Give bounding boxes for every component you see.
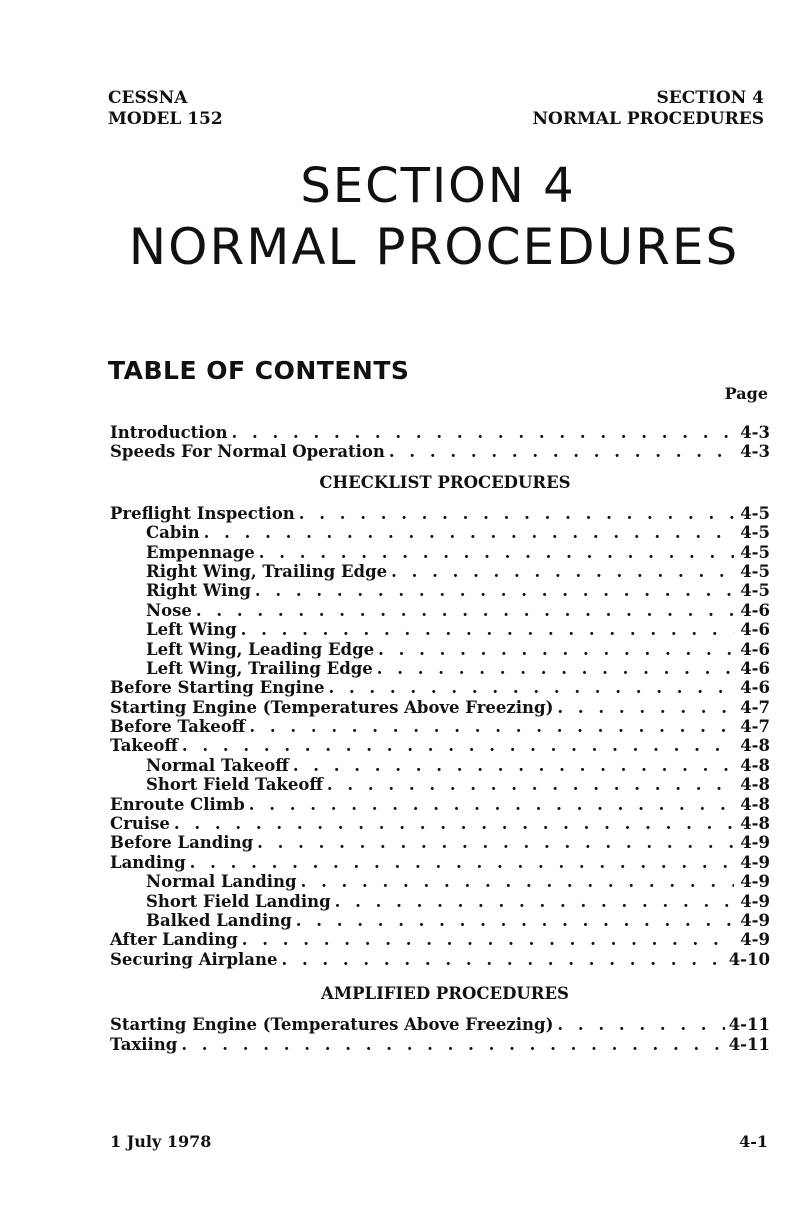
toc-entry [110,678,770,697]
toc-entry-page: 4-6 [740,600,770,620]
toc-entry [110,872,770,891]
toc-entry [110,736,770,755]
toc-entry [110,930,770,949]
checklist-procedures-heading: CHECKLIST PROCEDURES [319,472,571,492]
toc-entry-label: Introduction [110,423,228,442]
toc-entry-label: Normal Landing [146,872,297,892]
toc-entry [110,853,770,872]
toc-entry-page: 4-5 [740,561,770,581]
toc-entry-page: 4-7 [740,697,770,717]
section-title: SECTION 4 [300,158,576,214]
toc-entry [110,581,770,600]
toc-entry-label: Enroute Climb [110,794,245,814]
toc-entry [110,756,770,775]
toc-entry [110,892,770,911]
toc-entry-page: 4-5 [740,542,770,562]
running-header-right [533,88,765,130]
toc-dot-leader [378,640,734,659]
toc-entry [110,659,770,678]
toc-dot-leader [299,504,734,523]
toc-dot-leader [328,678,734,697]
toc-entry-page: 4-6 [740,658,770,678]
toc-entry [110,814,770,833]
header-section-title: NORMAL PROCEDURES [532,109,764,129]
toc-entry [110,717,770,736]
toc-entry-page: 4-8 [740,755,770,775]
toc-entry-label: Starting Engine (Temperatures Above Freezing) [110,697,554,717]
toc-entry-label: Speeds For Normal Operation [110,442,385,462]
toc-entry [110,698,770,717]
toc-dot-leader [204,523,734,542]
toc-dot-leader [557,698,734,717]
toc-entry-label: Preflight Inspection [110,503,295,523]
toc-entry-page: 4-8 [740,814,770,834]
toc-dot-leader [196,601,734,620]
toc-dot-leader [377,659,734,678]
toc-dot-leader [249,717,734,736]
toc-entry-page: 4-7 [740,717,770,737]
toc-dot-leader [241,620,734,639]
toc-checklist-list [110,504,770,969]
toc-entry-label: Right Wing, Trailing Edge [146,561,388,581]
toc-entry [110,1035,770,1054]
toc-entry-page: 4-3 [740,442,770,462]
toc-entry-label: Before Takeoff [110,717,246,737]
toc-entry-label: Left Wing [146,620,237,640]
toc-entry-page: 4-8 [740,775,770,795]
toc-entry-page: 4-11 [728,1015,770,1035]
toc-entry-page: 4-6 [740,620,770,640]
toc-entry-label: Cabin [146,523,200,543]
toc-dot-leader [174,814,734,833]
toc-entry-label: Cruise [110,814,170,834]
section-subtitle: NORMAL PROCEDURES [128,218,740,276]
toc-heading: TABLE OF CONTENTS [108,356,410,385]
toc-entry [110,442,770,461]
header-section: SECTION 4 [656,88,764,108]
toc-entry [110,911,770,930]
toc-dot-leader [249,795,734,814]
toc-entry-page: 4-6 [740,639,770,659]
toc-entry [110,775,770,794]
toc-entry-label: Left Wing, Trailing Edge [146,658,373,678]
toc-entry-page: 4-6 [740,678,770,698]
toc-dot-leader [293,756,734,775]
toc-dot-leader [327,775,734,794]
toc-dot-leader [389,442,734,461]
header-model: MODEL 152 [108,109,223,129]
toc-entry [110,543,770,562]
toc-dot-leader [232,423,734,442]
toc-entry-page: 4-3 [740,423,770,442]
toc-entry-page: 4-9 [740,833,770,853]
toc-dot-leader [242,930,734,949]
toc-entry-label: Takeoff [110,736,178,756]
toc-entry-page: 4-5 [740,523,770,543]
toc-dot-leader [182,736,734,755]
toc-entry [110,504,770,523]
toc-entry-label: Landing [110,852,186,872]
toc-entry-page: 4-9 [740,910,770,930]
toc-entry-page: 4-8 [740,736,770,756]
toc-intro-list [110,423,770,462]
toc-entry-label: Short Field Takeoff [146,775,323,795]
toc-dot-leader [259,543,734,562]
toc-entry-page: 4-5 [740,581,770,601]
toc-entry-label: After Landing [110,930,238,950]
toc-entry [110,523,770,542]
toc-dot-leader [255,581,734,600]
toc-dot-leader [181,1035,724,1054]
toc-dot-leader [296,911,734,930]
toc-dot-leader [257,833,734,852]
toc-entry-label: Empennage [146,542,255,562]
toc-entry-label: Left Wing, Leading Edge [146,639,375,659]
toc-entry [110,620,770,639]
toc-dot-leader [301,872,734,891]
toc-page-column-label: Page [724,384,768,403]
toc-dot-leader [281,950,724,969]
toc-entry [110,640,770,659]
toc-entry-label: Starting Engine (Temperatures Above Freezing) [110,1015,554,1035]
toc-entry [110,1015,770,1034]
toc-entry-label: Balked Landing [146,910,292,930]
toc-dot-leader [335,892,734,911]
toc-entry-page: 4-9 [740,930,770,950]
toc-entry [110,795,770,814]
footer-page-number: 4-1 [739,1132,768,1151]
table-of-contents [110,423,770,1054]
toc-entry-label: Nose [146,600,192,620]
toc-amplified-list [110,1015,770,1054]
toc-entry-label: Short Field Landing [146,891,331,911]
toc-entry-label: Taxiing [110,1034,178,1054]
toc-entry [110,562,770,581]
toc-entry-page: 4-10 [728,949,770,969]
toc-entry-page: 4-9 [740,872,770,892]
toc-entry-label: Normal Takeoff [146,755,289,775]
toc-entry-label: Before Starting Engine [110,678,325,698]
toc-entry-page: 4-11 [728,1034,770,1054]
toc-entry-page: 4-5 [740,503,770,523]
amplified-procedures-heading: AMPLIFIED PROCEDURES [321,984,569,1004]
toc-entry [110,833,770,852]
toc-entry [110,950,770,969]
footer-date: 1 July 1978 [110,1132,212,1151]
toc-entry [110,423,770,442]
header-manufacturer: CESSNA [108,88,188,108]
toc-entry-label: Right Wing [146,581,251,601]
toc-entry-page: 4-9 [740,891,770,911]
toc-entry-label: Before Landing [110,833,254,853]
running-header-left [108,88,223,130]
toc-dot-leader [391,562,734,581]
toc-entry [110,601,770,620]
toc-dot-leader [190,853,734,872]
toc-entry-page: 4-9 [740,852,770,872]
toc-dot-leader [557,1015,724,1034]
toc-entry-label: Securing Airplane [110,949,278,969]
toc-entry-page: 4-8 [740,794,770,814]
